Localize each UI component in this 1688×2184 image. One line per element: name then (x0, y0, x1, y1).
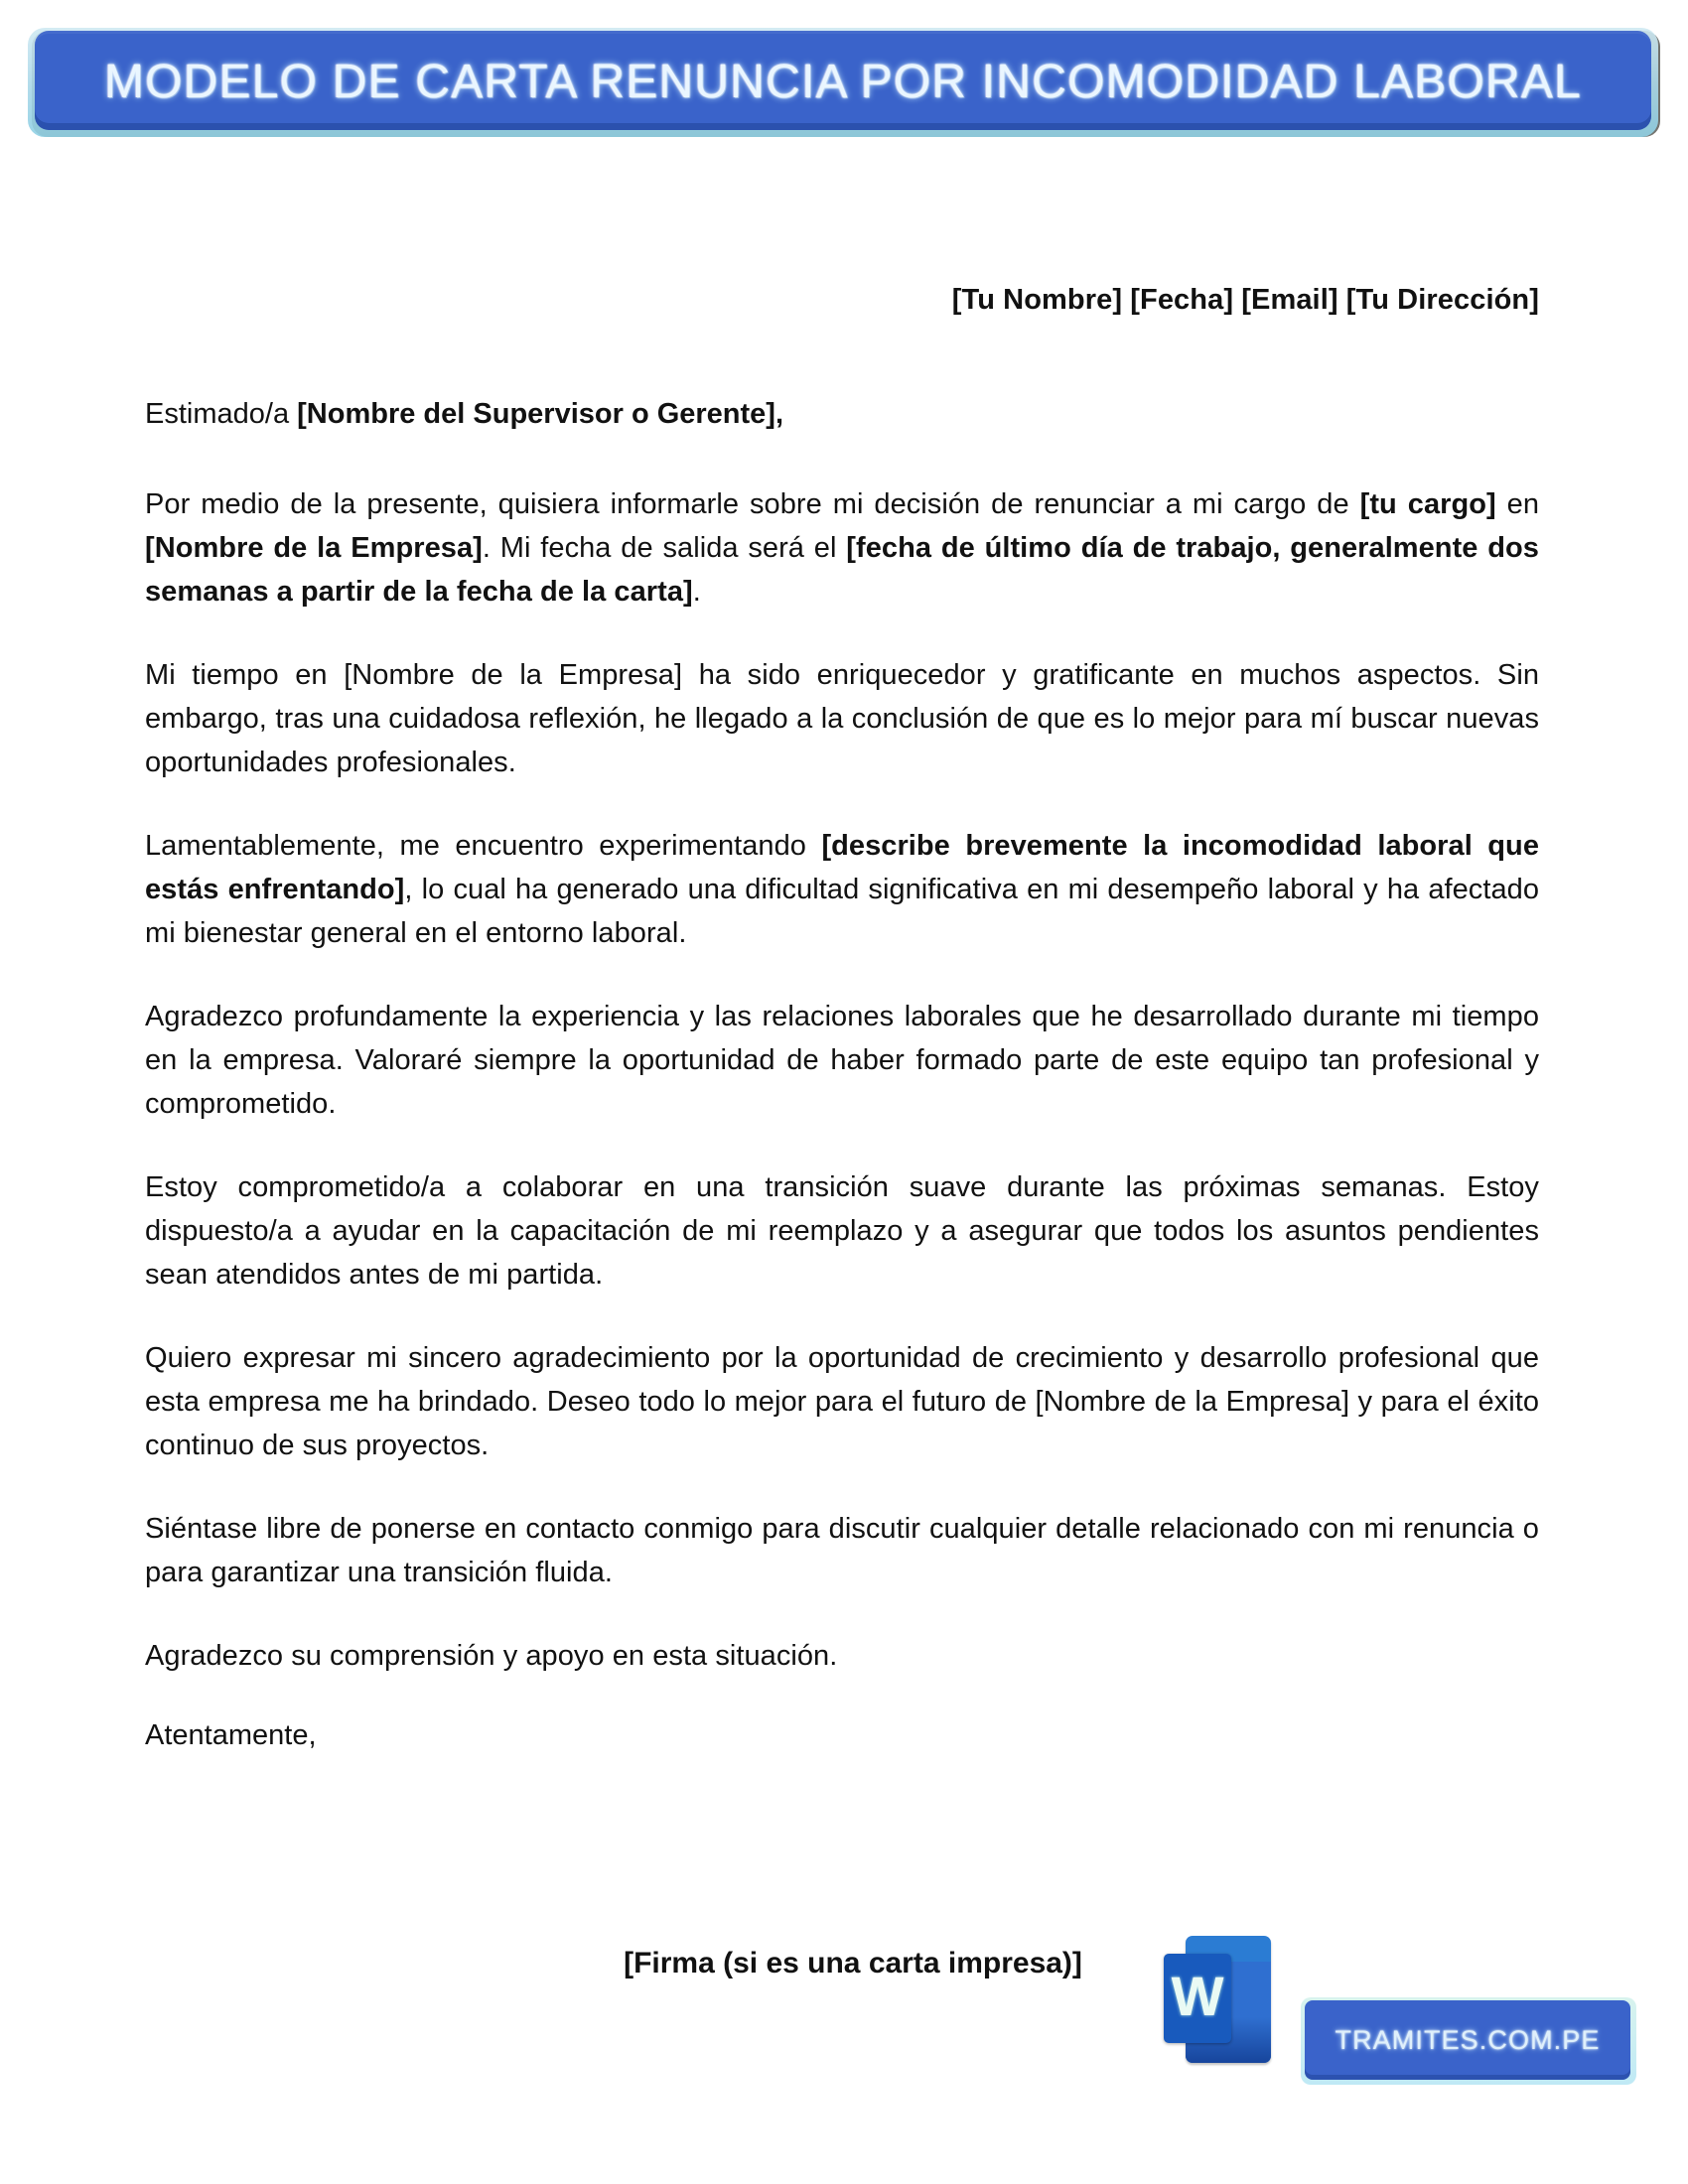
para-renuncia-run-4: . Mi fecha de salida será el (482, 532, 847, 564)
site-badge-label: TRAMITES.COM.PE (1335, 2024, 1601, 2055)
greeting-placeholder: [Nombre del Supervisor o Gerente], (297, 398, 784, 430)
greeting-line (145, 398, 1539, 431)
para-agradezco-run-0: Agradezco profundamente la experiencia y las relaciones laborales que he desarrollado durante mi tiempo en la empresa. Valoraré siempre la oportunidad de haber formado parte de este equipo tan profesional y comprometido. (145, 1001, 1539, 1120)
sender-info-line: [Tu Nombre] [Fecha] [Email] [Tu Dirección] (951, 284, 1539, 316)
para-contacto-run-0: Siéntase libre de ponerse en contacto conmigo para discutir cualquier detalle relacionado con mi renuncia o para garantizar una transición fluida. (145, 1513, 1539, 1588)
para-comprension-run-0: Agradezco su comprensión y apoyo en esta situación. (145, 1640, 838, 1672)
para-transicion-run-0: Estoy comprometido/a a colaborar en una transición suave durante las próximas semanas. Estoy dispuesto/a a ayudar en la capacitación de mi reemplazo y a asegurar que todos los asuntos pendientes sean atendidos antes de mi partida. (145, 1171, 1539, 1291)
para-renuncia-run-0: Por medio de la presente, quisiera informarle sobre mi decisión de renunciar a mi cargo de (145, 488, 1360, 520)
microsoft-word-icon[interactable] (1164, 1936, 1271, 2063)
signature-placeholder: [Firma (si es una carta impresa)] (624, 1947, 1082, 1979)
para-renuncia-run-6: . (692, 576, 701, 608)
para-renuncia-run-1: [tu cargo] (1359, 488, 1496, 520)
para-transicion (145, 1165, 1539, 1297)
para-incomodidad (145, 824, 1539, 955)
para-incomodidad-run-1: [describe brevemente la incomodidad laboral que estás enfrentando] (145, 830, 1539, 905)
word-icon-letter-badge (1164, 1954, 1231, 2043)
page-title: MODELO DE CARTA RENUNCIA POR INCOMODIDAD LABORAL (103, 55, 1583, 108)
greeting-prefix: Estimado/a (145, 398, 298, 430)
para-gratitud-run-0: Quiero expresar mi sincero agradecimiento por la oportunidad de crecimiento y desarrollo profesional que esta empresa me ha brindado. Deseo todo lo mejor para el futuro de [Nombre de la Empresa] y para el éxito continuo de sus proyectos. (145, 1342, 1539, 1461)
para-comprension (145, 1634, 1539, 1678)
para-agradezco (145, 995, 1539, 1126)
para-renuncia-run-2: en (1495, 488, 1540, 520)
para-incomodidad-run-2: , lo cual ha generado una dificultad significativa en mi desempeño laboral y ha afectado mi bienestar general en el entorno laboral. (145, 874, 1539, 949)
para-gratitud (145, 1336, 1539, 1467)
para-contacto (145, 1507, 1539, 1594)
banner-body (35, 31, 1651, 130)
para-tiempo (145, 653, 1539, 784)
letter-document (145, 159, 1539, 1980)
para-incomodidad-run-0: Lamentablemente, me encuentro experimentando (145, 830, 822, 862)
letter-body (145, 482, 1539, 1678)
footer-branding (1152, 1930, 1648, 2099)
para-tiempo-run-0: Mi tiempo en [Nombre de la Empresa] ha sido enriquecedor y gratificante en muchos aspectos. Sin embargo, tras una cuidadosa reflexión, he llegado a la conclusión de que es lo mejor para mí buscar nuevas oportunidades profesionales. (145, 659, 1539, 778)
para-renuncia-run-3: [Nombre de la Empresa] (145, 532, 483, 564)
site-badge[interactable] (1301, 1997, 1636, 2085)
para-renuncia-run-5: [fecha de último día de trabajo, generalmente dos semanas a partir de la fecha de la carta] (145, 532, 1539, 608)
para-renuncia (145, 482, 1539, 614)
word-icon-letter: W (1171, 1965, 1224, 2027)
closing-line: Atentamente, (145, 1719, 317, 1751)
header-banner (28, 26, 1660, 137)
site-badge-body (1305, 2000, 1630, 2080)
